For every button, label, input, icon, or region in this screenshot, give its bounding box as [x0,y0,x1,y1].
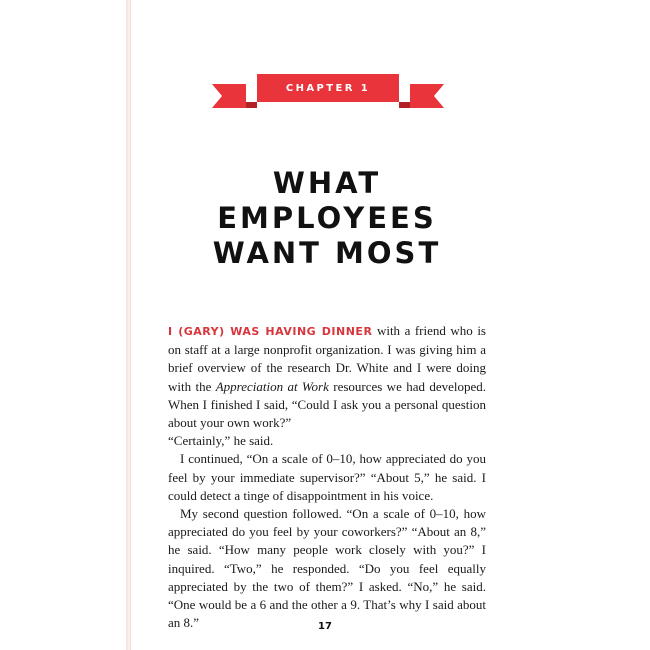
title-line-2: EMPLOYEES [217,201,437,235]
spine-shadow [126,0,132,650]
book-title-italic: Appreciation at Work [215,378,329,394]
chapter-label: CHAPTER 1 [285,83,371,94]
paragraph-1-reply: “Certainly,” he said. [168,433,274,449]
chapter-ribbon [212,74,444,108]
chapter-title [140,166,514,271]
spine-line [130,0,131,650]
paragraph-1 [168,322,486,432]
title-line-3: WANT MOST [212,236,442,270]
paragraph-1-text-b: resources we had developed. When I finished I said, “Could I ask you a personal question about your own work?” [168,378,486,431]
lead-in: I (GARY) WAS HAVING DINNER [168,325,373,338]
paragraph-2: I continued, “On a scale of 0–10, how appreciated do you feel by your immediate supervisor?” “About 5,” he said. I could detect a tinge of disappointment in his voice. [168,451,486,503]
title-line-1: WHAT [272,166,382,200]
page-number: 17 [318,621,332,632]
paragraph-3: My second question followed. “On a scale of 0–10, how appreciated do you feel by your coworkers?” “About an 8,” he said. “How many people work closely with you?” I inquired. “Two,” he responded. “Do you feel equally appreciated by the two of them?” I asked. “No,” he said. “One would be a 6 and the other a 9. That’s why I said about an 8.” [168,506,486,631]
paragraph-1-text-a: with a friend who is on staff at a large nonprofit organization. I was giving him a brief overview of the research Dr. White and I were doing with the [168,323,486,394]
chapter-body [168,322,486,632]
